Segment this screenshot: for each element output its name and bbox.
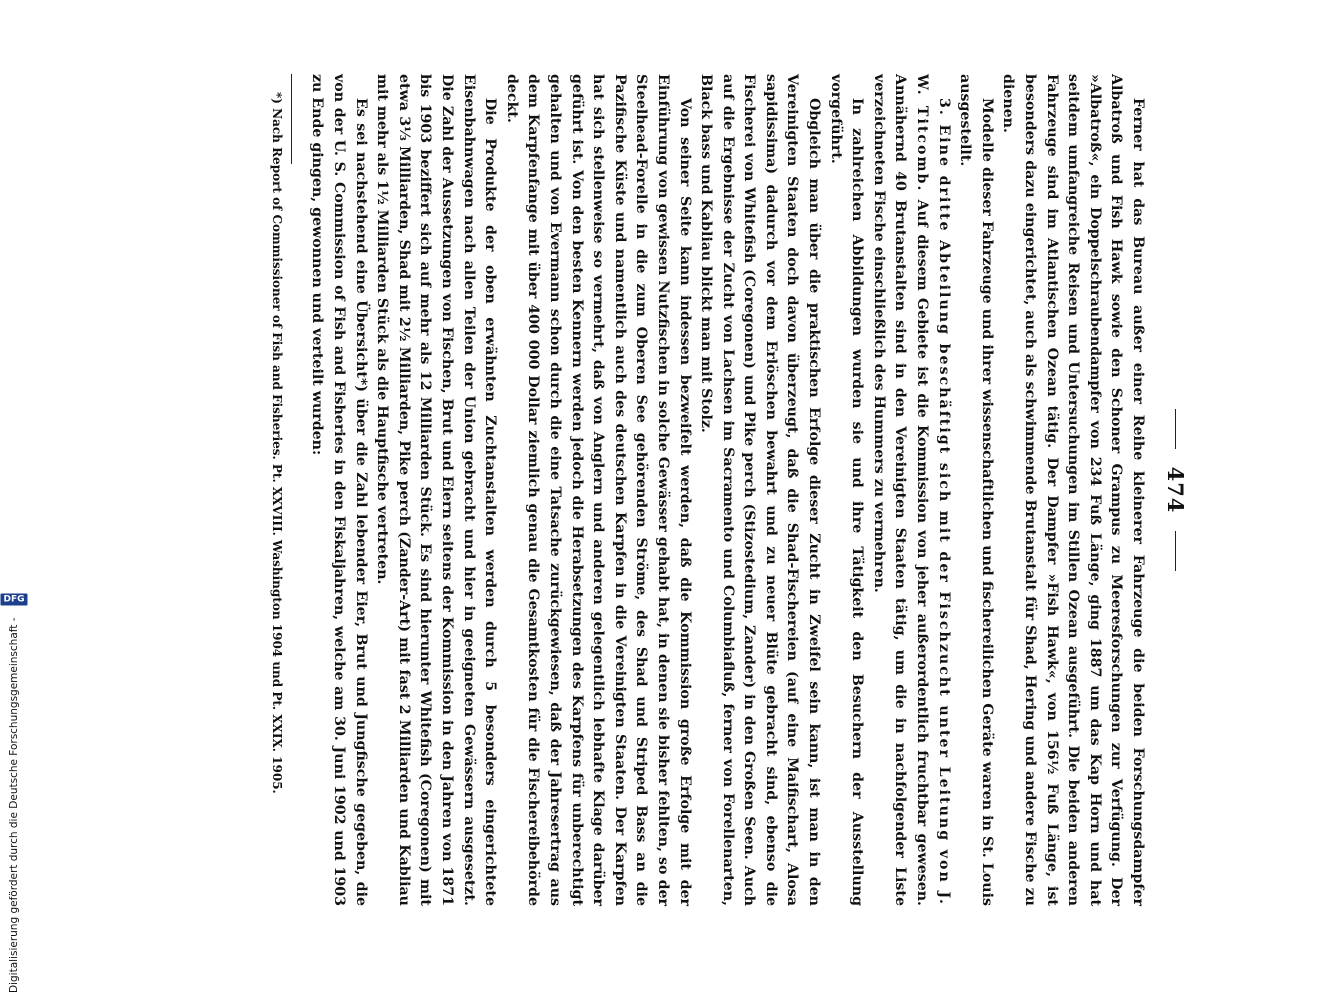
section-3-lead: 3. Eine dritte Abteilung beschäftigt sich mit der Fischzucht unter Leitung von J. W. Titcomb.: [914, 74, 952, 906]
paragraph-models: Modelle dieser Fahrzeuge und ihrer wissenschaftlichen und fischereilichen Geräte waren in St. Louis ausgestellt.: [957, 74, 995, 906]
credit-line: [3, 586, 25, 993]
dfg-logo-icon: DFG: [0, 594, 27, 606]
paragraph-products: Die Produkte der oben erwähnten Zuchtanstalten werden durch 5 besonders eingerichtete Eisenbahnwagen nach allen Teilen der Union gebracht und hier in geeigneten Gewässern ausgesetzt. Die Zahl der Aussetzungen von Fischen, Brut und Eiern seitens der Kommission in den Jahren von 1871 bis 1903 beziffert sich auf mehr als 12 Milliarden Stück. Es sind hierunter Whitefish (Coregonen) mit etwa 3⅓ Milliarden, Shad mit 2½ Milliarden, Pike perch (Zander-Art) mit fast 2 Milliarden und Kabliau mit mehr als 1½ Milliarden Stück als die Hauptfische vertreten.: [374, 74, 499, 906]
paragraph-section-3: [867, 74, 953, 906]
page-number: 474: [1163, 466, 1189, 514]
paragraph-illustrations: In zahlreichen Abbildungen wurden sie und ihre Tätigkeit den Besuchern der Ausstellung vorgeführt.: [827, 74, 866, 906]
footnote-rule: [291, 74, 292, 164]
header-rule-left: [1176, 409, 1177, 449]
paragraph-overview: Es sei nachstehend eine Übersicht*) über die Zahl lebender Eier, Brut und Jungfische gegeben, die von der U. S. Commission of Fish and Fisheries in den Fiskaljahren, welche am 30. Juni 1902 und 1903 zu Ende gingen, gewonnen und verteilt wurden:: [309, 74, 369, 906]
header-rule-right: [1176, 531, 1177, 571]
body-text: [306, 74, 1148, 906]
credit-text: Digitalisierung gefördert durch die Deutsche Forschungsgemeinschaft -: [8, 617, 20, 993]
paragraph-research-vessels: Ferner hat das Bureau außer einer Reihe kleinerer Fahrzeuge die beiden Forschungsdampfer Albatroß und Fish Hawk sowie den Schoner Grampus zu Meeresforschungen zur Verfügung. Der »Albatroß«, ein Doppelschraubendampfer von 234 Fuß Länge, ging 1887 um das Kap Horn und hat seitdem umfangreiche Reisen und Untersuchungen im Stillen Ozean ausgeführt. Die beiden anderen Fahrzeuge sind im Atlantischen Ozean tätig. Der Dampfer »Fish Hawk«, von 156½ Fuß Länge, ist besonders dazu eingerichtet, auch als schwimmende Brutanstalt für Shad, Hering und andere Fische zu dienen.: [1000, 74, 1146, 906]
digitization-credit: [0, 0, 25, 1000]
page-header: [1156, 74, 1196, 906]
section-3-rest: Auf diesem Gebiete ist die Kommission von jeher außerordentlich fruchtbar gewesen. Annähernd 40 Brutanstalten sind in den Vereinigten Staaten tätig, um die in nachfolgender Liste verzeichneten Fische einschließlich des Hummers zu vermehren.: [870, 74, 931, 906]
paragraph-practical-results: Obgleich man über die praktischen Erfolge dieser Zucht in Zweifel sein kann, ist man in den Vereinigten Staaten doch davon überzeugt, daß die Shad-Fischereien (auf eine Maifischart, Alosa sapidissima) dadurch vor dem Erlöschen bewahrt und zu neuer Blüte gebracht sind, ebenso die Fischerei von Whitefish (Coregonen) und Pike perch (Stizostedium, Zander) in den Großen Seen. Auch auf die Ergebnisse der Zucht von Lachsen im Sacramento und Columbiafluß, ferner von Forellenarten, Black bass und Kabliau blickt man mit Stolz.: [698, 74, 823, 906]
paragraph-introduction-of-fish: Von seiner Seite kann indessen bezweifelt werden, daß die Kommission große Erfolge mit der Einführung von gewissen Nutzfischen in solche Gewässer gehabt hat, in denen sie bisher fehlten, so der Steelhead-Forelle in die zum Oberen See gehörenden Ströme, des Shad und Striped Bass an die Pazifische Küste und namentlich auch des deutschen Karpfen in die Vereinigten Staaten. Der Karpfen hat sich stellenweise so vermehrt, daß von Anglern und anderen gelegentlich lebhafte Klage darüber geführt ist. Von den besten Kennern werden jedoch die Herabsetzungen des Karpfens für unberechtigt gehalten und von Evermann schon durch die eine Tatsache zurückgewiesen, daß der Jahresertrag aus dem Karpfenfange mit über 400 000 Dollar ziemlich genau die Gesamtkosten für die Fischereibehörde deckt.: [503, 74, 693, 906]
scanned-page: [122, 40, 1202, 940]
footnote: *) Nach Report of Commissioner of Fish and Fisheries. Pt. XXVIII. Washington 1904 und Pt. XXIX. 1905.: [269, 92, 284, 794]
